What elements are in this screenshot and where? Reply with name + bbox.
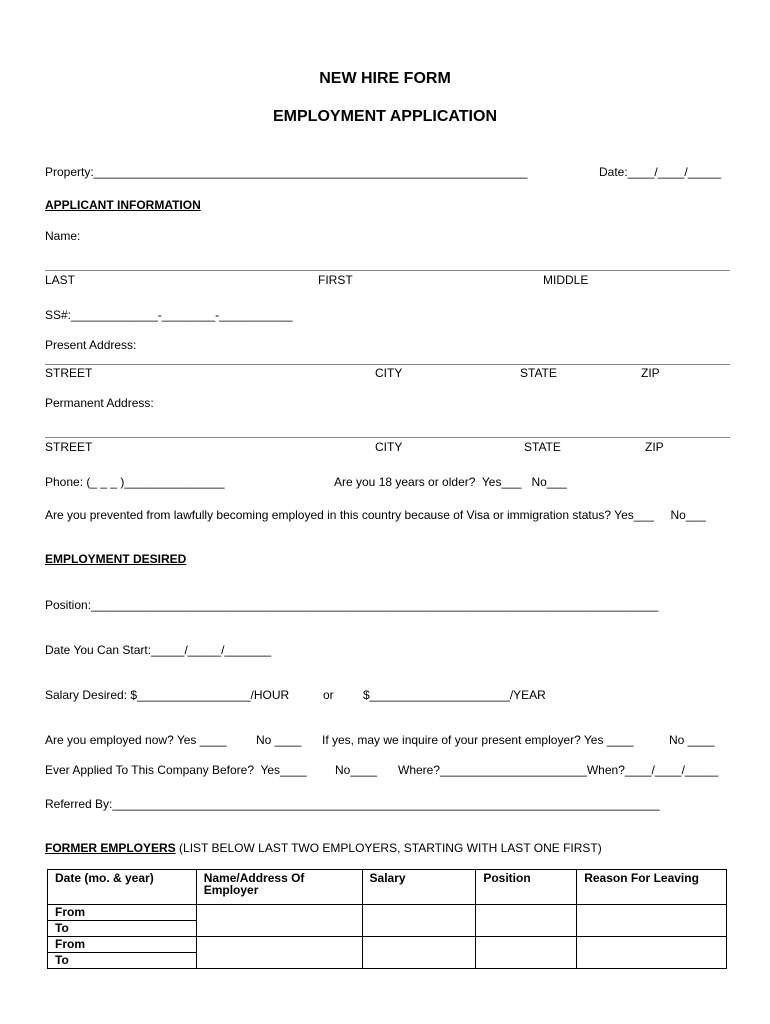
employed-now-no[interactable]: No ____ bbox=[256, 733, 302, 747]
name-field-line[interactable] bbox=[45, 270, 730, 271]
visa-question[interactable]: Are you prevented from lawfully becoming employed in this country because of Visa or immigration status? Yes___ No___ bbox=[45, 508, 706, 522]
name-middle-label: MIDDLE bbox=[543, 273, 589, 287]
salary-cell[interactable] bbox=[362, 905, 476, 937]
phone-field[interactable]: Phone: (_ _ _ )_______________ bbox=[45, 475, 225, 489]
permanent-zip-label: ZIP bbox=[645, 440, 664, 454]
from-cell[interactable]: From bbox=[48, 937, 197, 953]
position-cell[interactable] bbox=[476, 937, 577, 969]
table-row bbox=[48, 905, 727, 921]
position-field[interactable]: Position:_____________________________________________________________________________________ bbox=[45, 598, 659, 612]
applied-where-when-field[interactable]: Where?______________________When?____/____/_____ bbox=[398, 763, 719, 777]
table-header-row bbox=[48, 870, 727, 905]
present-city-label: CITY bbox=[375, 366, 403, 380]
former-employers-note: (LIST BELOW LAST TWO EMPLOYERS, STARTING WITH LAST ONE FIRST) bbox=[175, 841, 602, 855]
reason-column-header: Reason For Leaving bbox=[577, 870, 727, 905]
salary-column-header: Salary bbox=[362, 870, 476, 905]
present-address-label: Present Address: bbox=[45, 338, 137, 352]
present-state-label: STATE bbox=[520, 366, 557, 380]
name-address-column-header: Name/Address Of Employer bbox=[196, 870, 362, 905]
table-row bbox=[48, 937, 727, 953]
date-column-header: Date (mo. & year) bbox=[48, 870, 197, 905]
form-title: NEW HIRE FORM bbox=[319, 70, 451, 87]
permanent-address-field-line[interactable] bbox=[45, 437, 730, 438]
age-question[interactable]: Are you 18 years or older? Yes___ No___ bbox=[334, 475, 567, 489]
applied-before-yes[interactable]: Ever Applied To This Company Before? Yes____ bbox=[45, 763, 307, 777]
name-address-cell[interactable] bbox=[196, 937, 362, 969]
form-subtitle: EMPLOYMENT APPLICATION bbox=[273, 108, 497, 125]
name-label: Name: bbox=[45, 229, 81, 243]
to-cell[interactable]: To bbox=[48, 921, 197, 937]
permanent-city-label: CITY bbox=[375, 440, 403, 454]
former-employers-table bbox=[47, 869, 727, 969]
salary-year-field[interactable]: $_____________________/YEAR bbox=[363, 688, 546, 702]
former-employers-title bbox=[45, 841, 602, 855]
referred-by-field[interactable]: Referred By:__________________________________________________________________________________ bbox=[45, 797, 660, 811]
from-cell[interactable]: From bbox=[48, 905, 197, 921]
inquire-employer-no[interactable]: No ____ bbox=[669, 733, 715, 747]
start-date-field[interactable]: Date You Can Start:_____/_____/_______ bbox=[45, 643, 272, 657]
reason-cell[interactable] bbox=[577, 905, 727, 937]
permanent-street-label: STREET bbox=[45, 440, 93, 454]
date-field[interactable]: Date:____/____/_____ bbox=[599, 165, 722, 179]
applicant-information-heading: APPLICANT INFORMATION bbox=[45, 198, 201, 212]
ss-number-field[interactable]: SS#:_____________-________-___________ bbox=[45, 308, 293, 322]
present-street-label: STREET bbox=[45, 366, 93, 380]
position-column-header: Position bbox=[476, 870, 577, 905]
name-address-cell[interactable] bbox=[196, 905, 362, 937]
applied-before-no[interactable]: No____ bbox=[335, 763, 378, 777]
property-field[interactable]: Property:_________________________________________________________________ bbox=[45, 165, 528, 179]
present-zip-label: ZIP bbox=[641, 366, 660, 380]
position-cell[interactable] bbox=[476, 905, 577, 937]
to-cell[interactable]: To bbox=[48, 953, 197, 969]
reason-cell[interactable] bbox=[577, 937, 727, 969]
name-first-label: FIRST bbox=[318, 273, 353, 287]
former-employers-heading: FORMER EMPLOYERS bbox=[45, 841, 176, 855]
salary-hour-field[interactable]: Salary Desired: $_________________/HOUR bbox=[45, 688, 290, 702]
name-last-label: LAST bbox=[45, 273, 76, 287]
salary-or-label: or bbox=[323, 688, 334, 702]
employed-now-yes[interactable]: Are you employed now? Yes ____ bbox=[45, 733, 227, 747]
present-address-field-line[interactable] bbox=[45, 364, 730, 365]
employment-desired-heading: EMPLOYMENT DESIRED bbox=[45, 552, 187, 566]
permanent-address-label: Permanent Address: bbox=[45, 396, 154, 410]
salary-cell[interactable] bbox=[362, 937, 476, 969]
inquire-employer-yes[interactable]: If yes, may we inquire of your present employer? Yes ____ bbox=[322, 733, 634, 747]
permanent-state-label: STATE bbox=[524, 440, 561, 454]
